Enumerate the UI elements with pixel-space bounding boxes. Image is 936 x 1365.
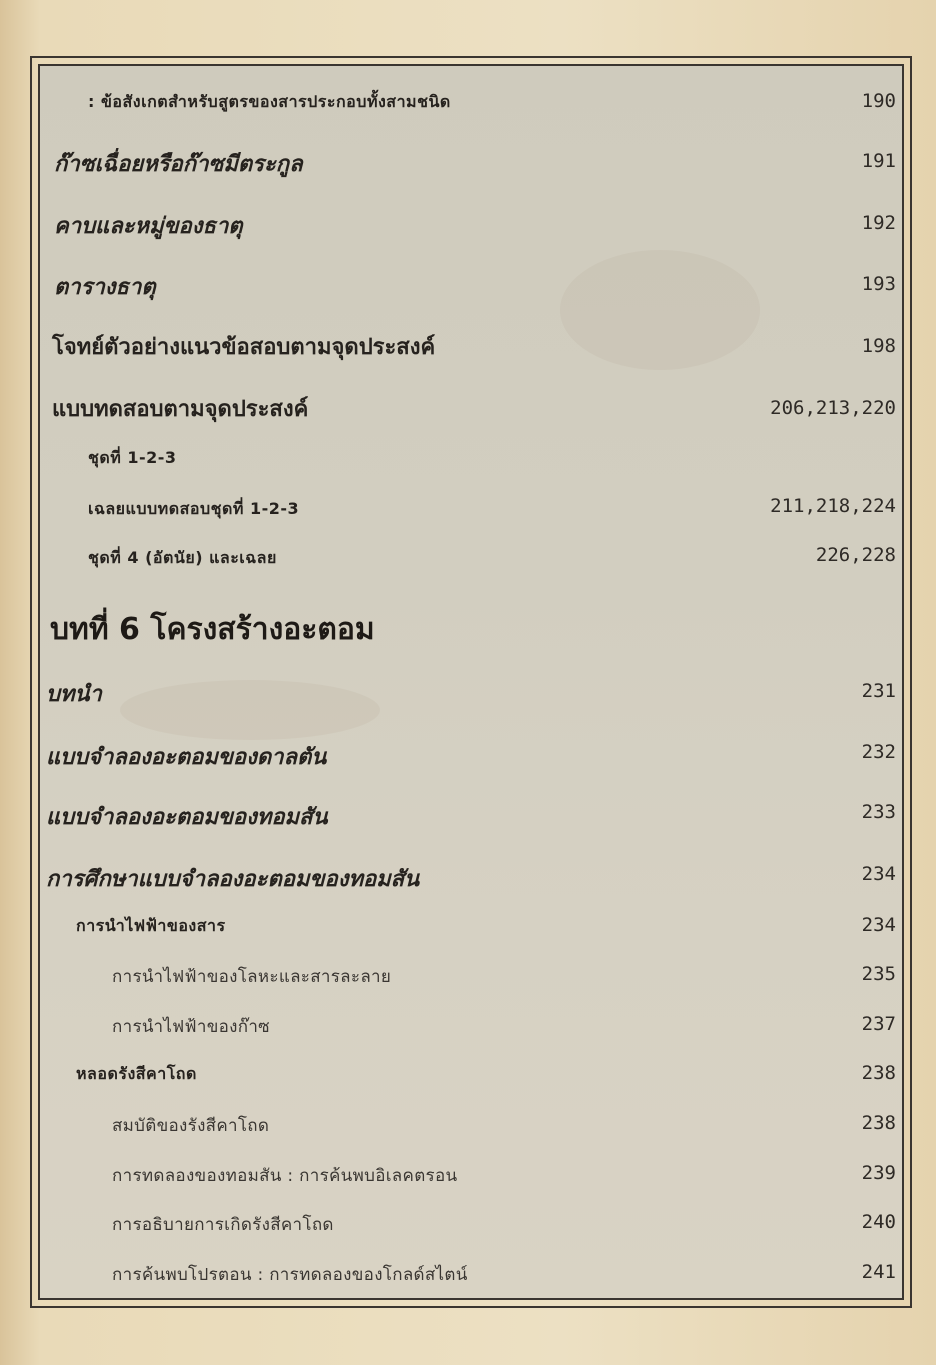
toc-entry-title: การทดลองของทอมสัน : การค้นพบอิเลคตรอน (112, 1166, 458, 1186)
toc-entry-page: 231 (861, 680, 896, 702)
toc-entry-title: แบบทดสอบตามจุดประสงค์ (52, 396, 309, 422)
toc-entry (0, 1205, 936, 1245)
toc-entry (0, 489, 936, 529)
toc-entry-title: การค้นพบโปรตอน : การทดลองของโกลด์สไตน์ (112, 1265, 468, 1285)
toc-entry-page: 238 (861, 1062, 896, 1084)
toc-entry-title: ตารางธาตุ (54, 274, 156, 300)
toc-entry-title: เฉลยแบบทดสอบชุดที่ 1-2-3 (88, 499, 300, 518)
toc-entry (0, 325, 936, 365)
toc-entry-page: 235 (861, 963, 896, 985)
toc-entry-title: สมบัติของรังสีคาโถด (112, 1116, 270, 1136)
toc-entry (0, 1156, 936, 1196)
toc-entry (0, 263, 936, 303)
toc-entry-page: 198 (861, 335, 896, 357)
toc-entry (0, 202, 936, 242)
toc-entry-title: คาบและหมู่ของธาตุ (54, 213, 243, 239)
toc-entry-title: แบบจำลองอะตอมของดาลตัน (46, 744, 327, 770)
toc-entry-title: การนำไฟฟ้าของก๊าซ (112, 1017, 271, 1037)
toc-entry-page: 206,213,220 (770, 397, 896, 419)
toc-entry (0, 908, 936, 948)
toc-entry-title: การศึกษาแบบจำลองอะตอมของทอมสัน (46, 866, 420, 892)
toc-entry-title: ชุดที่ 4 (อัตนัย) และเฉลย (88, 548, 277, 567)
toc-entry-page: 211,218,224 (770, 495, 896, 517)
toc-entry-page: 240 (861, 1211, 896, 1233)
toc-entry (0, 957, 936, 997)
toc-entry-page: 238 (861, 1112, 896, 1134)
toc-entry (0, 538, 936, 578)
toc-entry-page: 192 (861, 212, 896, 234)
toc-entry-title: แบบจำลองอะตอมของทอมสัน (46, 804, 328, 830)
toc-entry (0, 1255, 936, 1295)
toc-entry-title: บทนำ (46, 681, 102, 707)
toc-entry-page: 233 (861, 801, 896, 823)
toc-entry-title: : ข้อสังเกตสำหรับสูตรของสารประกอบทั้งสามชนิด (88, 92, 451, 111)
toc-entry-page: 190 (861, 90, 896, 112)
toc-entry (0, 387, 936, 427)
toc-entry-page: 234 (861, 914, 896, 936)
toc-entry-page: 237 (861, 1013, 896, 1035)
toc-entry (0, 793, 936, 833)
toc-entry (0, 1007, 936, 1047)
toc-entry (0, 1056, 936, 1096)
toc-entry-page: 226,228 (815, 544, 896, 566)
toc-entry (0, 670, 936, 710)
toc-entry-title: การนำไฟฟ้าของโลหะและสารละลาย (112, 967, 392, 987)
toc-entry (0, 1106, 936, 1146)
toc-entry (0, 855, 936, 895)
toc-entry-page: 239 (861, 1162, 896, 1184)
toc-entry-page: 232 (861, 741, 896, 763)
toc-entry-title: หลอดรังสีคาโถด (76, 1064, 197, 1083)
toc-entry-page: 193 (861, 273, 896, 295)
toc-entry-title: ชุดที่ 1-2-3 (88, 448, 177, 467)
toc-entry (0, 733, 936, 773)
chapter-heading (0, 602, 936, 652)
toc-entry-page: 191 (861, 150, 896, 172)
toc-entry (0, 82, 936, 122)
toc-entry-page: 234 (861, 863, 896, 885)
toc-entry-title: การนำไฟฟ้าของสาร (76, 916, 226, 935)
toc-entry-page: 241 (861, 1261, 896, 1283)
toc-entry-title: โจทย์ตัวอย่างแนวข้อสอบตามจุดประสงค์ (52, 334, 436, 360)
toc-entry (0, 140, 936, 180)
toc-entry-title: การอธิบายการเกิดรังสีคาโถด (112, 1215, 334, 1235)
toc-entry-title: ก๊าซเฉื่อยหรือก๊าซมีตระกูล (54, 151, 303, 177)
toc-entry (0, 440, 936, 480)
chapter-title: บทที่ 6 โครงสร้างอะตอม (50, 612, 375, 647)
